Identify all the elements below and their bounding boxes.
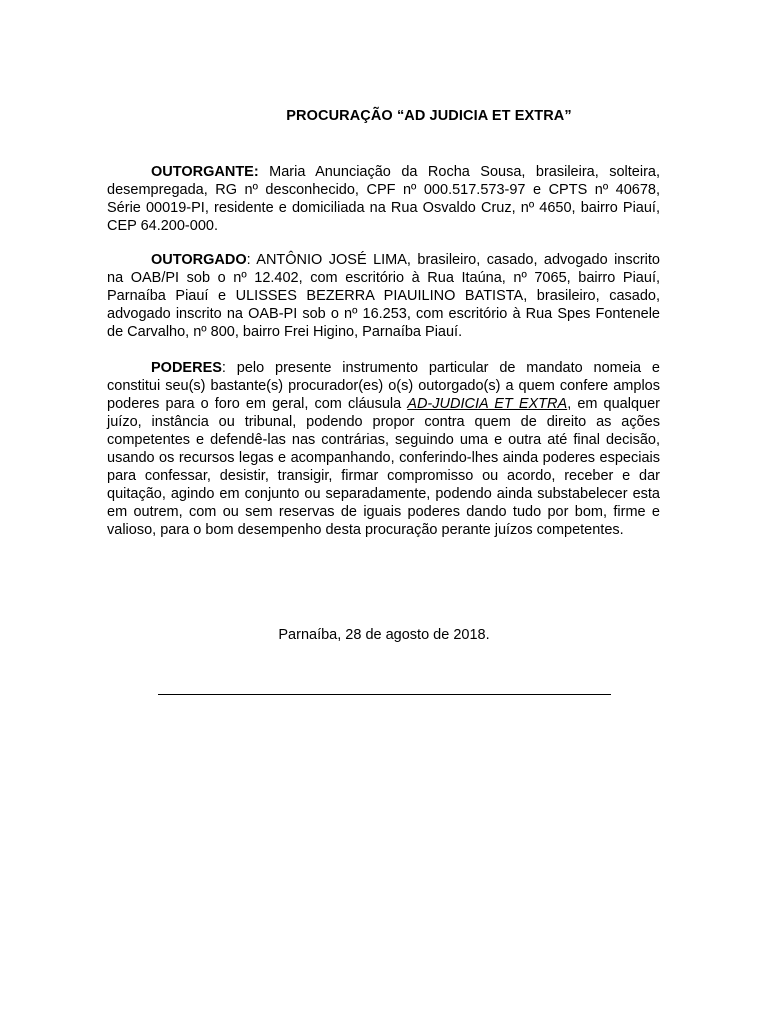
outorgante-text: Maria Anunciação da Rocha Sousa, brasileira, solteira, desempregada, RG nº desconhecido, CPF nº 000.517.573-97 e CPTS nº 40678, Série 00019-PI, residente e domiciliada na Rua Osvaldo Cruz, nº 4650, bairro Piauí, CEP 64.200-000.	[107, 164, 660, 234]
outorgado-text: : ANTÔNIO JOSÉ LIMA, brasileiro, casado, advogado inscrito na OAB/PI sob o nº 12.402, com escritório à Rua Itaúna, nº 7065, bairro Piauí, Parnaíba Piauí e ULISSES BEZERRA PIAUILINO BATISTA, brasileiro, casado, advogado inscrito na OAB-PI sob o nº 16.253, com escritório à Rua Spes Fontenele de Carvalho, nº 800, bairro Frei Higino, Parnaíba Piauí.	[107, 252, 660, 340]
poderes-text-after: , em qualquer juízo, instância ou tribunal, podendo propor contra quem de direito as ações competentes e defendê-las nas contrárias, seguindo uma e outra até final decisão, usando os recursos legas e acompanhando, conferindo-lhes ainda poderes especiais para confessar, desistir, transigir, firmar compromisso ou acordo, receber e dar quitação, agindo em conjunto ou separadamente, podendo ainda substabelecer esta em outrem, com ou sem reservas de iguais poderes dando tudo por bom, firme e valioso, para o bom desempenho desta procuração perante juízos competentes.	[107, 396, 660, 538]
poderes-text-before: : pelo presente instrumento particular de mandato nomeia e constitui seu(s) bastante(s) procurador(es) o(s) outorgado(s) a quem confere amplos poderes para o foro em geral, com cláusula	[107, 360, 660, 412]
outorgado-paragraph	[107, 251, 660, 341]
outorgante-paragraph	[107, 163, 660, 235]
outorgante-label: OUTORGANTE:	[151, 164, 259, 180]
place-date: Parnaíba, 28 de agosto de 2018.	[278, 627, 490, 643]
outorgado-label: OUTORGADO	[151, 252, 247, 268]
poderes-paragraph	[107, 359, 660, 539]
poderes-label: PODERES	[151, 360, 222, 376]
document-title: PROCURAÇÃO “AD JUDICIA ET EXTRA”	[286, 108, 572, 124]
ad-judicia-emphasis: AD-JUDICIA ET EXTRA	[407, 396, 568, 412]
signature-line	[158, 694, 611, 695]
